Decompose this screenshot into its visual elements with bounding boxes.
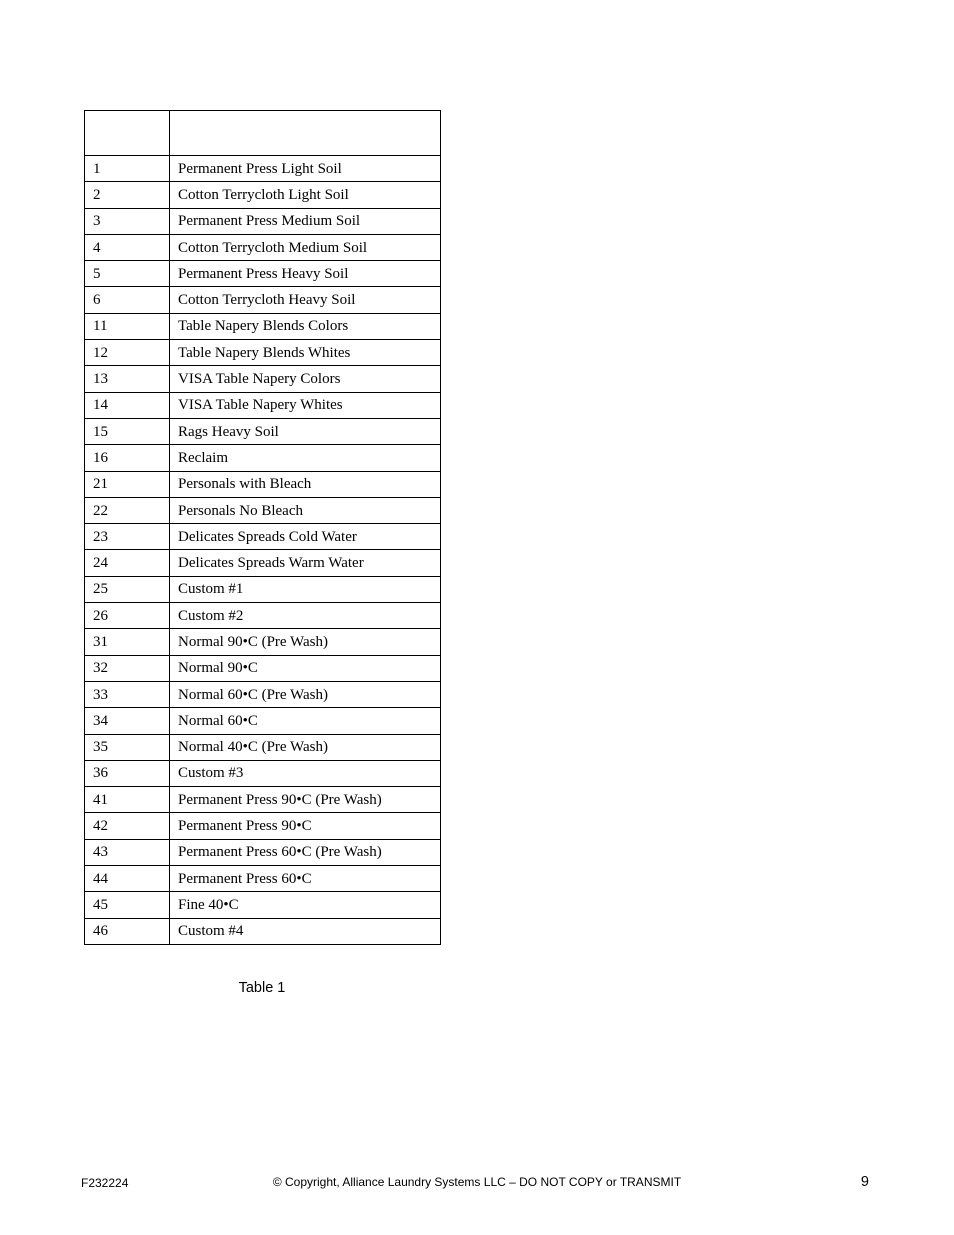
cycle-name-cell: VISA Table Napery Colors — [170, 366, 441, 392]
cycle-name-cell: Cotton Terrycloth Heavy Soil — [170, 287, 441, 313]
cycle-number-cell: 21 — [85, 471, 170, 497]
cycle-name-cell: Normal 60•C — [170, 708, 441, 734]
table-row — [85, 576, 441, 602]
table-caption: Table 1 — [238, 980, 286, 996]
table-row — [85, 418, 441, 444]
table-row — [85, 760, 441, 786]
cycle-name-cell: Table Napery Blends Whites — [170, 340, 441, 366]
cycle-number-cell: 34 — [85, 708, 170, 734]
cycle-name-cell: Cotton Terrycloth Medium Soil — [170, 234, 441, 260]
cycle-name-cell: Table Napery Blends Colors — [170, 313, 441, 339]
cycle-number-cell: 44 — [85, 866, 170, 892]
table-row — [85, 787, 441, 813]
cycle-number-cell: 23 — [85, 524, 170, 550]
cycle-name-cell: Custom #1 — [170, 576, 441, 602]
table-row — [85, 681, 441, 707]
cycle-number-cell: 41 — [85, 787, 170, 813]
table-body — [85, 156, 441, 945]
table-row — [85, 366, 441, 392]
table-row — [85, 892, 441, 918]
table-row — [85, 471, 441, 497]
cycle-number-cell: 31 — [85, 629, 170, 655]
cycle-name-cell: Permanent Press 60•C — [170, 866, 441, 892]
cycle-name-cell: Personals No Bleach — [170, 497, 441, 523]
cycle-number-cell: 1 — [85, 156, 170, 182]
cycle-name-cell: Normal 90•C — [170, 655, 441, 681]
cycle-name-cell: Cotton Terrycloth Light Soil — [170, 182, 441, 208]
table-row — [85, 524, 441, 550]
cycle-number-cell: 3 — [85, 208, 170, 234]
cycle-number-cell: 26 — [85, 603, 170, 629]
cycle-name-cell: Rags Heavy Soil — [170, 418, 441, 444]
cycle-table — [84, 110, 441, 945]
cycle-number-cell: 24 — [85, 550, 170, 576]
table-row — [85, 497, 441, 523]
cycle-name-cell: Personals with Bleach — [170, 471, 441, 497]
cycle-name-cell: Reclaim — [170, 445, 441, 471]
cycle-name-cell: VISA Table Napery Whites — [170, 392, 441, 418]
cycle-number-cell: 12 — [85, 340, 170, 366]
cycle-number-cell: 35 — [85, 734, 170, 760]
table-row — [85, 603, 441, 629]
cycle-name-cell: Custom #4 — [170, 918, 441, 944]
cycle-number-cell: 42 — [85, 813, 170, 839]
header-cell-number — [85, 111, 170, 156]
cycle-name-cell: Permanent Press 90•C (Pre Wash) — [170, 787, 441, 813]
table-row — [85, 208, 441, 234]
table-row — [85, 866, 441, 892]
cycle-name-cell: Permanent Press 60•C (Pre Wash) — [170, 839, 441, 865]
table-row — [85, 708, 441, 734]
cycle-number-cell: 43 — [85, 839, 170, 865]
cycle-name-cell: Custom #3 — [170, 760, 441, 786]
cycle-number-cell: 22 — [85, 497, 170, 523]
table-row — [85, 313, 441, 339]
table-row — [85, 550, 441, 576]
cycle-name-cell: Custom #2 — [170, 603, 441, 629]
cycle-number-cell: 14 — [85, 392, 170, 418]
table-header-row — [85, 111, 441, 156]
cycle-number-cell: 4 — [85, 234, 170, 260]
cycle-name-cell: Permanent Press Light Soil — [170, 156, 441, 182]
cycle-name-cell: Delicates Spreads Warm Water — [170, 550, 441, 576]
cycle-number-cell: 13 — [85, 366, 170, 392]
table-row — [85, 287, 441, 313]
page-number: 9 — [860, 1174, 869, 1190]
cycle-number-cell: 2 — [85, 182, 170, 208]
table-row — [85, 918, 441, 944]
cycle-name-cell: Normal 40•C (Pre Wash) — [170, 734, 441, 760]
table-row — [85, 340, 441, 366]
cycle-number-cell: 25 — [85, 576, 170, 602]
cycle-number-cell: 36 — [85, 760, 170, 786]
cycle-number-cell: 15 — [85, 418, 170, 444]
cycle-table-container — [84, 110, 440, 945]
cycle-name-cell: Normal 60•C (Pre Wash) — [170, 681, 441, 707]
table-row — [85, 156, 441, 182]
cycle-name-cell: Permanent Press Medium Soil — [170, 208, 441, 234]
table-row — [85, 629, 441, 655]
table-row — [85, 839, 441, 865]
cycle-number-cell: 33 — [85, 681, 170, 707]
copyright-notice: © Copyright, Alliance Laundry Systems LLC – DO NOT COPY or TRANSMIT — [272, 1175, 682, 1189]
cycle-name-cell: Fine 40•C — [170, 892, 441, 918]
table-row — [85, 261, 441, 287]
document-id: F232224 — [81, 1176, 129, 1190]
cycle-name-cell: Permanent Press Heavy Soil — [170, 261, 441, 287]
cycle-name-cell: Normal 90•C (Pre Wash) — [170, 629, 441, 655]
cycle-number-cell: 45 — [85, 892, 170, 918]
table-row — [85, 655, 441, 681]
cycle-number-cell: 6 — [85, 287, 170, 313]
cycle-number-cell: 5 — [85, 261, 170, 287]
table-row — [85, 813, 441, 839]
cycle-name-cell: Delicates Spreads Cold Water — [170, 524, 441, 550]
table-row — [85, 392, 441, 418]
cycle-number-cell: 46 — [85, 918, 170, 944]
cycle-name-cell: Permanent Press 90•C — [170, 813, 441, 839]
table-row — [85, 234, 441, 260]
cycle-number-cell: 16 — [85, 445, 170, 471]
cycle-number-cell: 32 — [85, 655, 170, 681]
table-row — [85, 734, 441, 760]
table-row — [85, 445, 441, 471]
cycle-number-cell: 11 — [85, 313, 170, 339]
table-row — [85, 182, 441, 208]
header-cell-name — [170, 111, 441, 156]
